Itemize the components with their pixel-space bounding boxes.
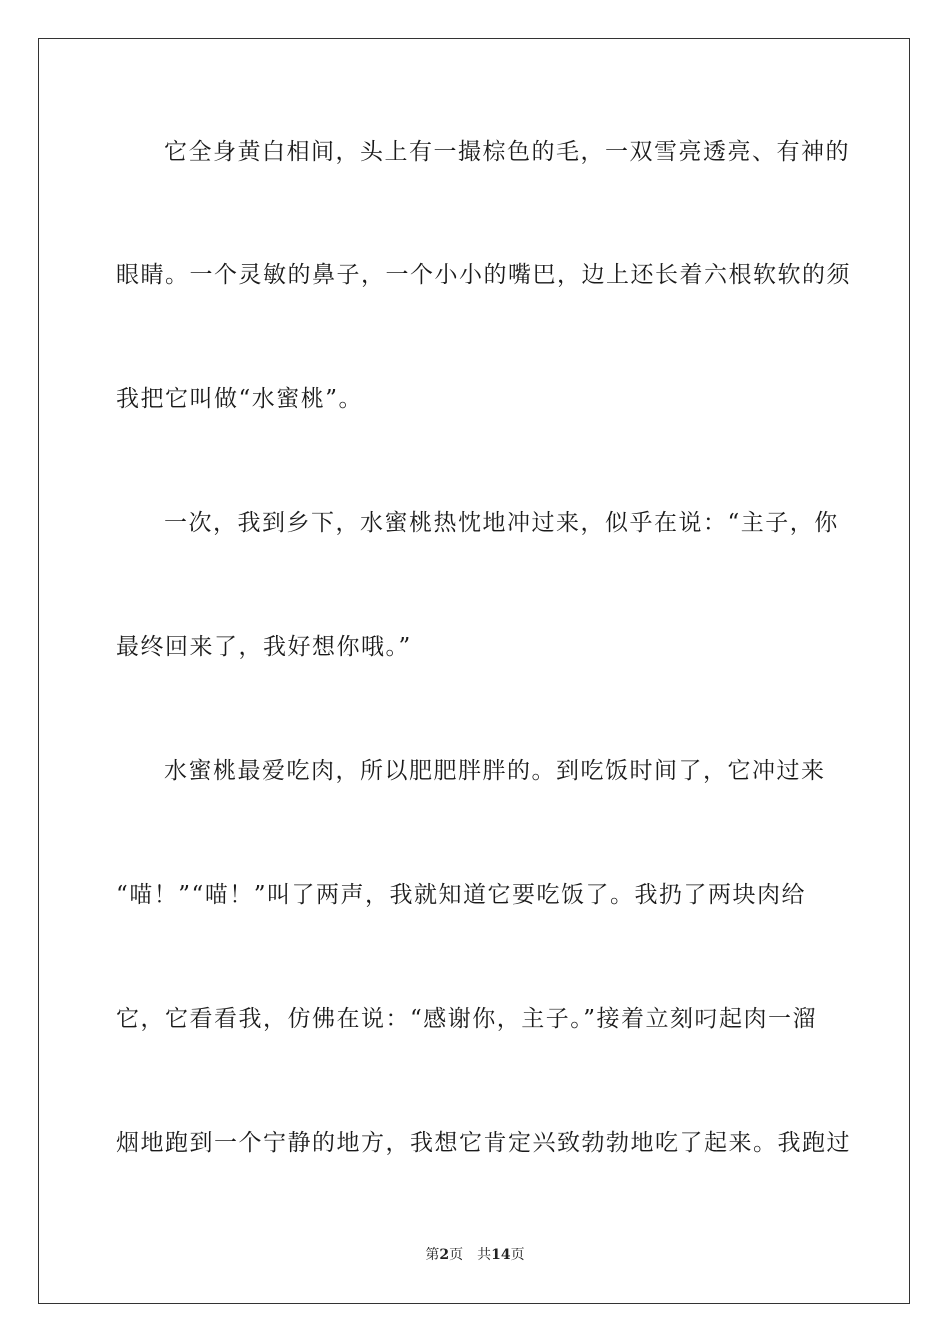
paragraph-1-line-1: 它全身黄白相间，头上有一撮棕色的毛，一双雪亮透亮、有神的 xyxy=(164,139,850,165)
paragraph-2-line-2: 最终回来了，我好想你哦。” xyxy=(116,634,412,660)
paragraph-3-line-3: 它，它看看我，仿佛在说：“感谢你，主子。”接着立刻叼起肉一溜 xyxy=(116,1006,818,1032)
page-suffix: 页 xyxy=(449,1247,464,1263)
page-border xyxy=(38,38,910,1304)
page-prefix: 第 xyxy=(425,1247,440,1263)
total-pages: 14 xyxy=(491,1247,511,1263)
paragraph-1-line-2: 眼睛。一个灵敏的鼻子，一个小小的嘴巴，边上还长着六根软软的须 xyxy=(116,262,851,288)
paragraph-1-line-3: 我把它叫做“水蜜桃”。 xyxy=(116,386,364,412)
total-prefix: 共 xyxy=(477,1247,492,1263)
page-footer xyxy=(0,1246,950,1264)
paragraph-3-line-2: “喵！”“喵！”叫了两声，我就知道它要吃饭了。我扔了两块肉给 xyxy=(116,882,807,908)
paragraph-3-line-4: 烟地跑到一个宁静的地方，我想它肯定兴致勃勃地吃了起来。我跑过 xyxy=(116,1130,851,1156)
page-number: 2 xyxy=(439,1247,450,1263)
paragraph-2-line-1: 一次，我到乡下，水蜜桃热忱地冲过来，似乎在说：“主子，你 xyxy=(164,510,839,536)
total-suffix: 页 xyxy=(510,1247,525,1263)
paragraph-3-line-1: 水蜜桃最爱吃肉，所以肥肥胖胖的。到吃饭时间了，它冲过来 xyxy=(164,758,826,784)
